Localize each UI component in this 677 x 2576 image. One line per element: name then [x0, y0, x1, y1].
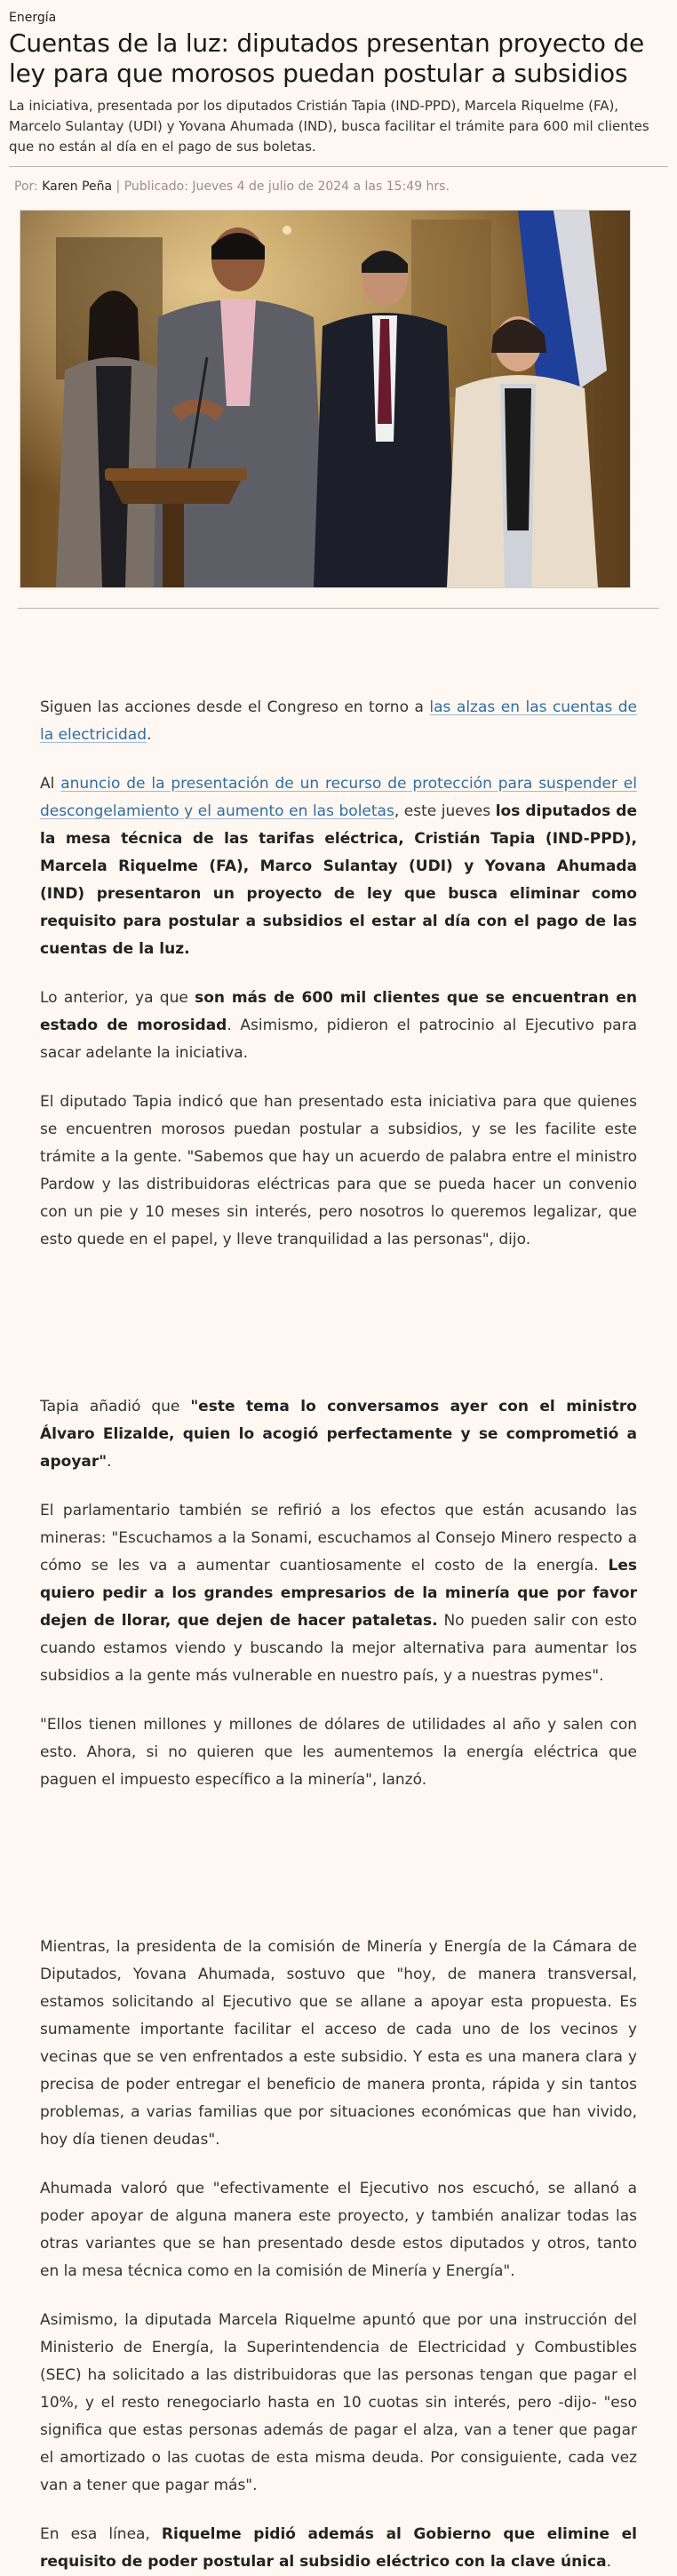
byline — [14, 179, 668, 194]
author-name[interactable]: Karen Peña — [42, 179, 113, 194]
byline-prefix: Por: — [14, 179, 43, 194]
paragraph: Al anuncio de la presentación de un recurso de protección para suspender el descongelamiento y el aumento en las boletas, este jueves los diputados de la mesa técnica de las tarifas eléctrica, Cristián Tapia (IND-PPD), Marcela Riquelme (FA), Marco Sulantay (UDI) y Yovana Ahumada (IND) presentaron un proyecto de ley que busca eliminar como requisito para postular a subsidios el estar al día con el pago de las cuentas de la luz. — [40, 775, 637, 958]
byline-separator: | — [112, 179, 124, 194]
paragraph: Mientras, la presidenta de la comisión de Minería y Energía de la Cámara de Diputados, Yovana Ahumada, sostuvo que "hoy, de manera transversal, estamos solicitando al Ejecutivo que se allane a apoyar esta propuesta. Es sumamente importante facilitar el acceso de cada uno de los vecinos y vecinas que se ven enfrentados a este subsidio. Y esta es una manera clara y precisa de poder entregar el beneficio de manera pronta, rápida y sin tantos problemas, a varias familias que por situaciones económicas que han vivido, hoy día tienen deudas". — [40, 1938, 637, 2149]
paragraph: Asimismo, la diputada Marcela Riquelme apuntó que por una instrucción del Ministerio de Energía, la Superintendencia de Electricidad y Combustibles (SEC) ha solicitado a las distribuidoras que las personas tengan que pagar el 10%, y el resto renegociarlo hasta en 10 cuotas sin interés, pero -dijo- "eso significa que estas personas además de pagar el alza, van a tener que pagar el amortizado o las cuotas de esta misma deuda. Por consiguiente, cada vez van a tener que pagar más". — [40, 2311, 637, 2494]
paragraph: Siguen las acciones desde el Congreso en torno a las alzas en las cuentas de la electricidad. — [40, 698, 637, 744]
section-tag[interactable]: Energía — [9, 11, 57, 25]
paragraph: Tapia añadió que "este tema lo conversamos ayer con el ministro Álvaro Elizalde, quien lo acogió perfectamente y se comprometió a apoyar". — [40, 1398, 637, 1471]
article-body — [9, 694, 668, 2576]
paragraph: En esa línea, Riquelme pidió además al Gobierno que elimine el requisito de poder postular al subsidio eléctrico con la clave única. — [40, 2525, 637, 2571]
embed-placeholder — [40, 1815, 637, 1934]
paragraph: El parlamentario también se refirió a los efectos que están acusando las mineras: "Escuchamos a la Sonami, escuchamos al Consejo Minero respecto a cómo se les va a aumentar cuantiosamente el costo de la energía. Les quiero pedir a los grandes empresarios de la minería que por favor dejen de llorar, que dejen de hacer pataletas. No pueden salir con esto cuando estamos viendo y buscando la mejor alternativa para aumentar los subsidios a la gente más vulnerable en nuestro país, y a nuestras pymes". — [40, 1502, 637, 1685]
article-lead: La iniciativa, presentada por los diputados Cristián Tapia (IND-PPD), Marcela Riquelme (FA), Marcelo Sulantay (UDI) y Yovana Ahumada (IND), busca facilitar el trámite para 600 mil clientes que no están al día en el pago de sus boletas. — [9, 98, 649, 155]
paragraph: El diputado Tapia indicó que han presentado esta iniciativa para que quienes se encuentren morosos puedan postular a subsidios, y se les facilite este trámite a la gente. "Sabemos que hay un acuerdo de palabra entre el ministro Pardow y las distribuidoras eléctricas para que se pueda hacer un convenio con un pie y 10 meses sin interés, pero nosotros lo queremos legalizar, que esto quede en el papel, y lleve tranquilidad a las personas", dijo. — [40, 1093, 637, 1248]
link-alzas-cuentas[interactable]: las alzas en las cuentas de la electricidad — [40, 698, 637, 744]
divider — [9, 166, 668, 167]
paragraph: Lo anterior, ya que son más de 600 mil clientes que se encuentran en estado de morosidad. Asimismo, pidieron el patrocinio al Ejecutivo para sacar adelante la iniciativa. — [40, 989, 638, 1062]
link-recurso-proteccion[interactable]: anuncio de la presentación de un recurso de protección para suspender el descongelamiento y el aumento en las boletas — [40, 775, 637, 820]
divider — [18, 608, 659, 609]
publish-date: Publicado: Jueves 4 de julio de 2024 a las 15:49 hrs. — [123, 179, 450, 194]
paragraph: "Ellos tienen millones y millones de dólares de utilidades al año y salen con esto. Ahora, si no quieren que les aumentemos la energía eléctrica que paguen el impuesto específico a la minería", lanzó. — [40, 1716, 637, 1789]
embed-placeholder — [40, 1275, 637, 1393]
page-title: Cuentas de la luz: diputados presentan proyecto de ley para que morosos puedan postular a subsidios — [9, 28, 645, 88]
article-photo — [20, 210, 631, 588]
paragraph: Ahumada valoró que "efectivamente el Ejecutivo nos escuchó, se allanó a poder apoyar de alguna manera este proyecto, y también analizar todas las otras variantes que se han presentado desde estos diputados y otros, tanto en la mesa técnica como en la comisión de Minería y Energía". — [40, 2180, 637, 2280]
